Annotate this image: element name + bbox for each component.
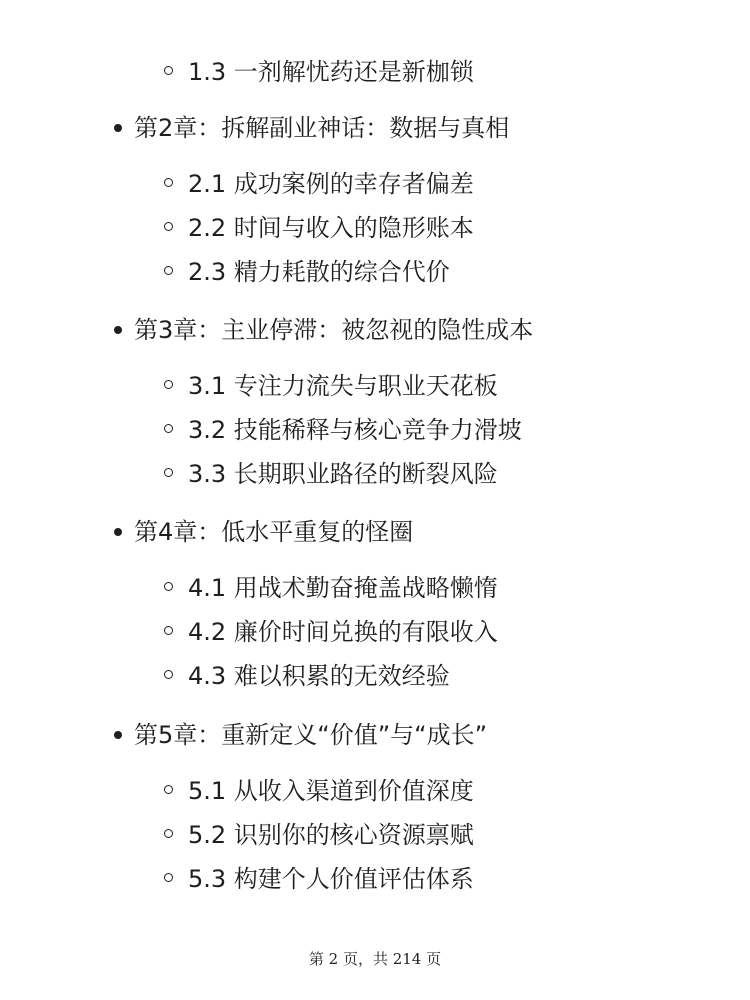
page-footer <box>0 948 750 969</box>
toc-section-5-1[interactable] <box>188 771 474 811</box>
toc-section-label: 5.3 构建个人价值评估体系 <box>188 865 474 893</box>
toc-chapter-5[interactable] <box>134 715 487 755</box>
disc-bullet-icon <box>114 326 122 334</box>
circle-bullet-icon <box>164 626 173 635</box>
toc-chapter-label: 第3章：主业停滞：被忽视的隐性成本 <box>134 316 534 344</box>
toc-section-2-3[interactable] <box>188 252 450 292</box>
circle-bullet-icon <box>164 468 173 477</box>
toc-section-label: 3.1 专注力流失与职业天花板 <box>188 372 498 400</box>
toc-chapter-label: 第5章：重新定义“价值”与“成长” <box>134 721 488 749</box>
toc-section-2-2[interactable] <box>188 208 474 248</box>
toc-section-label: 2.3 精力耗散的综合代价 <box>188 258 450 286</box>
toc-section-label: 4.2 廉价时间兑换的有限收入 <box>188 618 498 646</box>
circle-bullet-icon <box>164 829 173 838</box>
toc-section-5-3[interactable] <box>188 859 474 899</box>
disc-bullet-icon <box>114 124 122 132</box>
circle-bullet-icon <box>164 178 173 187</box>
toc-section-4-1[interactable] <box>188 568 498 608</box>
toc-section-label: 3.2 技能稀释与核心竞争力滑坡 <box>188 416 522 444</box>
toc-section-label: 3.3 长期职业路径的断裂风险 <box>188 460 498 488</box>
toc-section-label: 5.2 识别你的核心资源禀赋 <box>188 821 474 849</box>
circle-bullet-icon <box>164 424 173 433</box>
toc-section-label: 2.1 成功案例的幸存者偏差 <box>188 170 474 198</box>
toc-section-label: 1.3 一剂解忧药还是新枷锁 <box>188 58 474 86</box>
toc-chapter-label: 第2章：拆解副业神话：数据与真相 <box>134 114 510 142</box>
disc-bullet-icon <box>114 528 122 536</box>
circle-bullet-icon <box>164 670 173 679</box>
toc-section-label: 5.1 从收入渠道到价值深度 <box>188 777 474 805</box>
toc-section-label: 4.3 难以积累的无效经验 <box>188 662 450 690</box>
circle-bullet-icon <box>164 380 173 389</box>
toc-section-label: 2.2 时间与收入的隐形账本 <box>188 214 474 242</box>
toc-section-3-1[interactable] <box>188 366 498 406</box>
circle-bullet-icon <box>164 582 173 591</box>
circle-bullet-icon <box>164 785 173 794</box>
toc-chapter-4[interactable] <box>134 512 413 552</box>
circle-bullet-icon <box>164 222 173 231</box>
toc-chapter-2[interactable] <box>134 108 509 148</box>
disc-bullet-icon <box>114 731 122 739</box>
circle-bullet-icon <box>164 66 173 75</box>
toc-section-5-2[interactable] <box>188 815 474 855</box>
toc-section-label: 4.1 用战术勤奋掩盖战略懒惰 <box>188 574 498 602</box>
toc-section-4-3[interactable] <box>188 656 450 696</box>
toc-section-4-2[interactable] <box>188 612 498 652</box>
page-indicator: 第 2 页，共 214 页 <box>308 950 442 968</box>
toc-section-2-1[interactable] <box>188 164 474 204</box>
toc-chapter-label: 第4章：低水平重复的怪圈 <box>134 518 414 546</box>
circle-bullet-icon <box>164 266 173 275</box>
toc-section-3-3[interactable] <box>188 454 498 494</box>
toc-section-3-2[interactable] <box>188 410 522 450</box>
toc-section-1-3[interactable] <box>188 52 474 92</box>
toc-chapter-3[interactable] <box>134 310 533 350</box>
circle-bullet-icon <box>164 873 173 882</box>
